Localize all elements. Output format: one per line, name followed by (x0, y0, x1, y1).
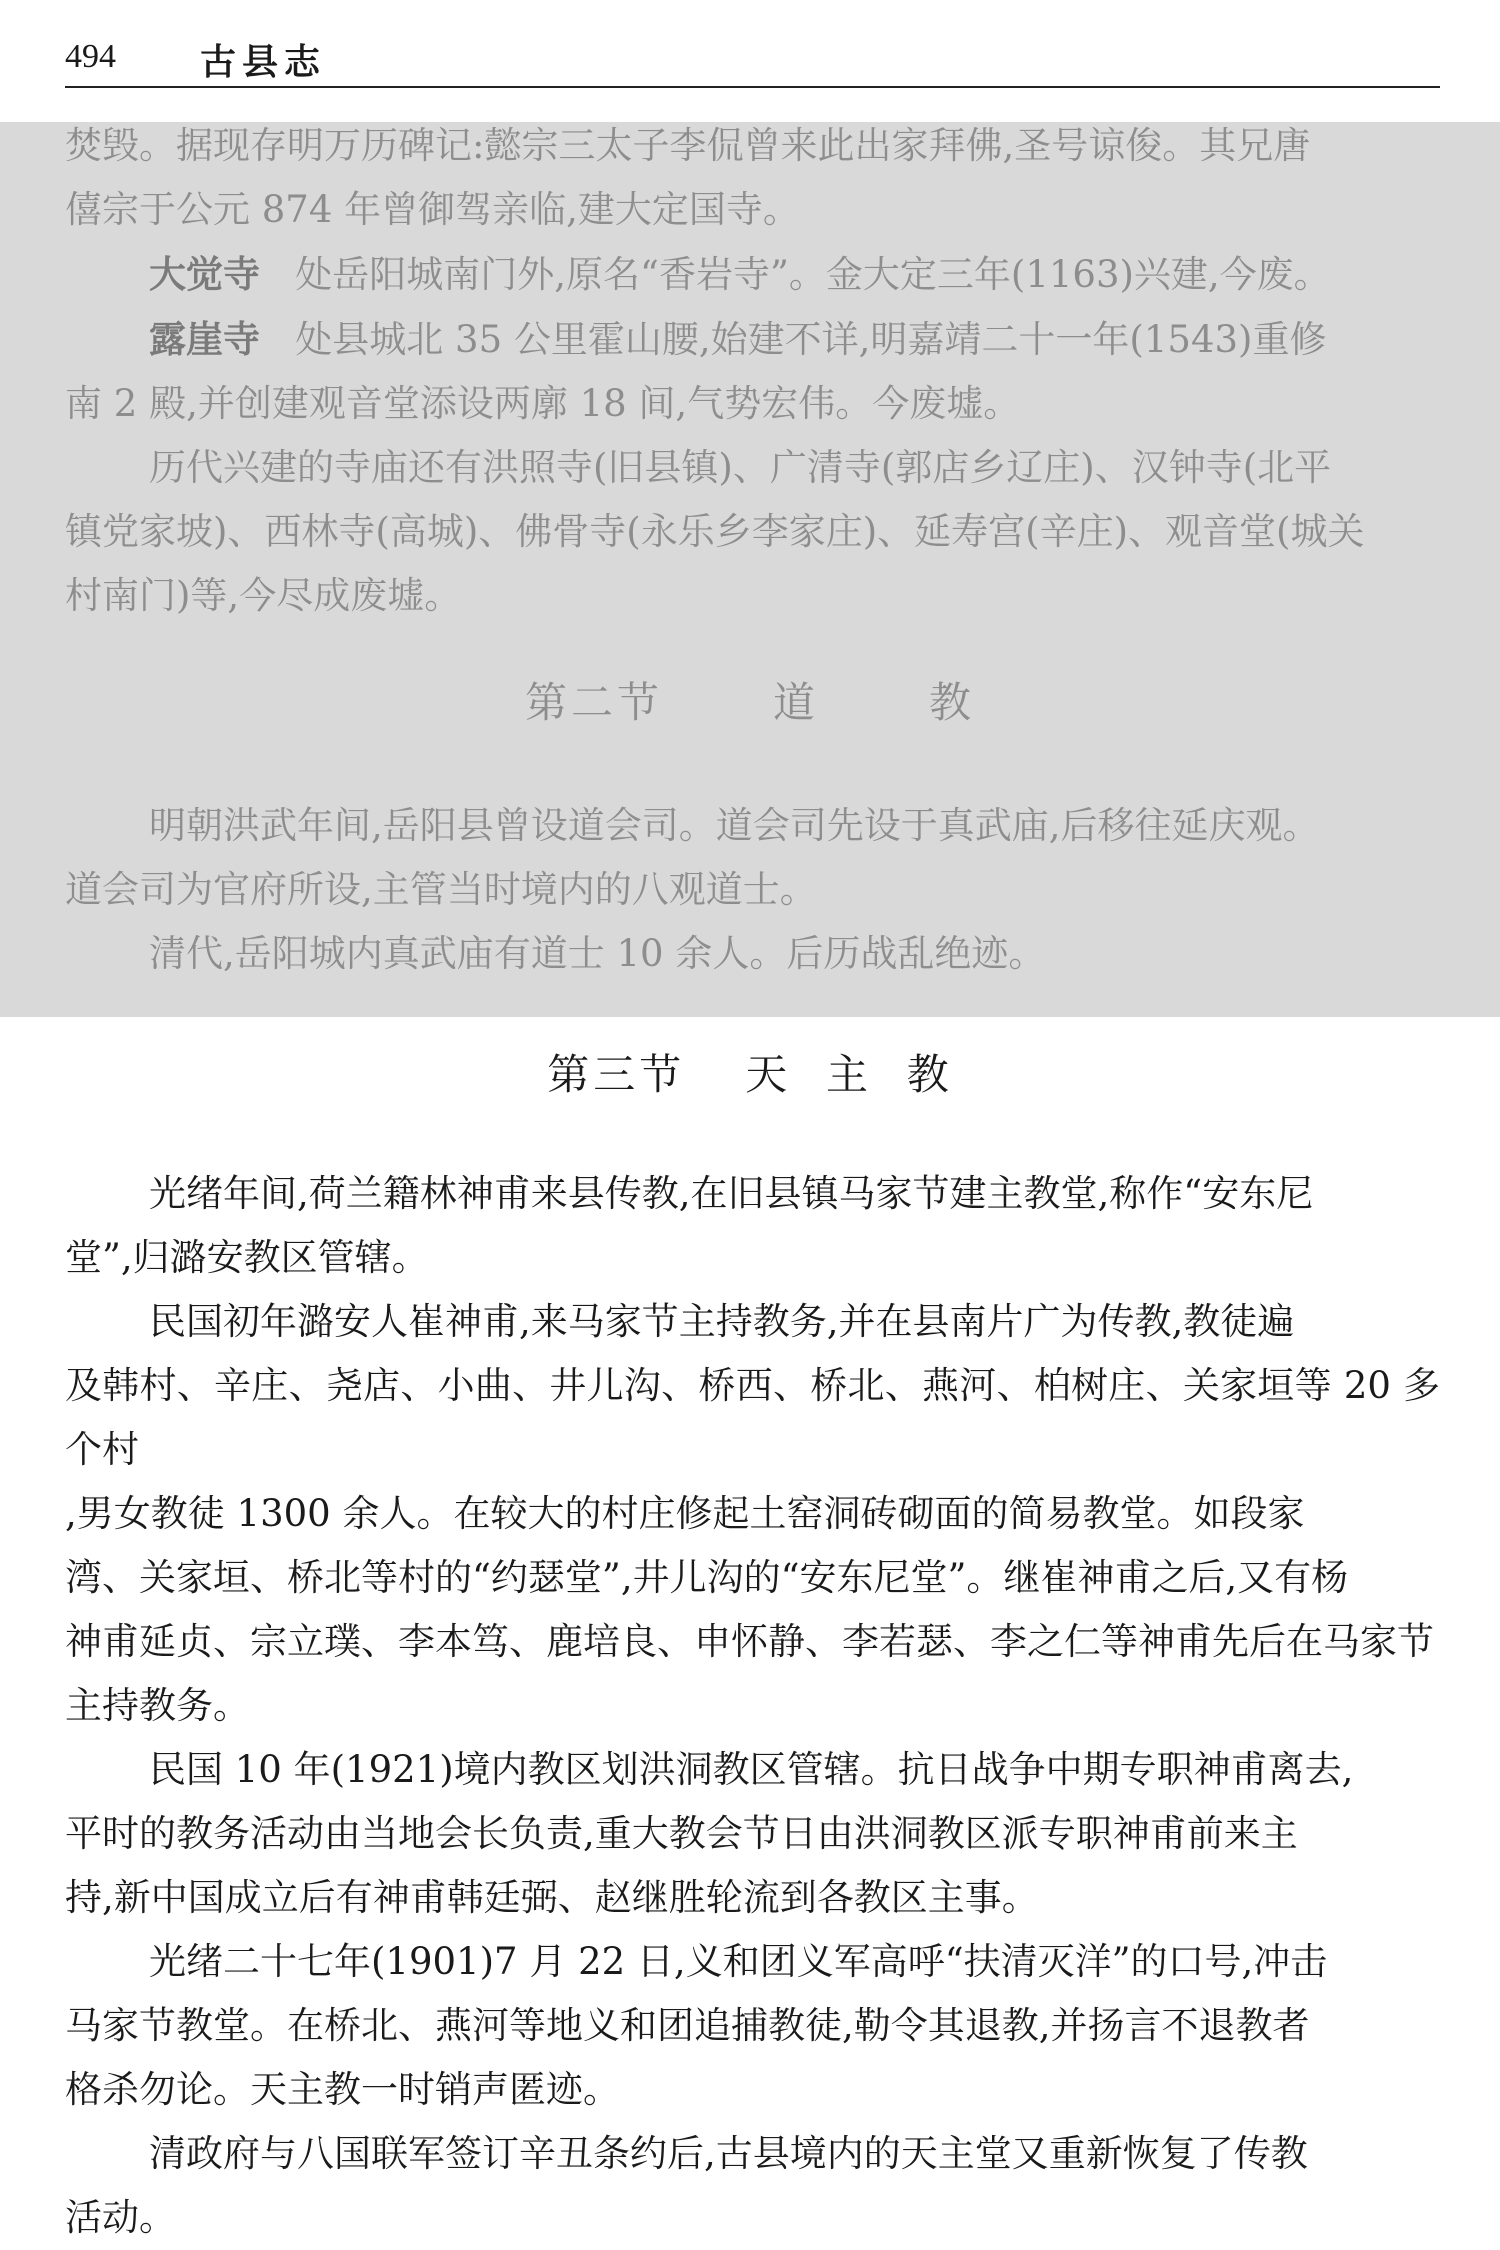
paragraph-line: 平时的教务活动由当地会长负责,重大教会节日由洪洞教区派专职神甫前来主 (65, 1812, 1298, 1855)
paragraph: 民国 10 年(1921)境内教区划洪洞教区管辖。抗日战争中期专职神甫离去, (149, 1748, 1354, 1791)
shaded-region (0, 122, 1500, 1017)
paragraph-line: 马家节教堂。在桥北、燕河等地义和团追捕教徒,勒令其退教,并扬言不退教者 (65, 2004, 1310, 2047)
page-header (65, 28, 1440, 88)
term-label: 大觉寺 (149, 252, 260, 296)
paragraph-line: 村南门)等,今尽成废墟。 (65, 574, 462, 617)
paragraph-line: 道会司为官府所设,主管当时境内的八观道士。 (65, 868, 817, 911)
paragraph-line: 镇党家坡)、西林寺(高城)、佛骨寺(永乐乡李家庄)、延寿宫(辛庄)、观音堂(城关 (65, 510, 1365, 553)
term-label: 露崖寺 (149, 317, 260, 361)
paragraph-dajue-temple: 大觉寺 处岳阳城南门外,原名“香岩寺”。金大定三年(1163)兴建,今废。 (149, 252, 1331, 296)
paragraph: 民国初年潞安人崔神甫,来马家节主持教务,并在县南片广为传教,教徒遍 (149, 1300, 1295, 1343)
book-title: 古县志 (200, 41, 327, 83)
buddhism-continued (65, 114, 1440, 628)
section-2-title: 第二节 道 教 (524, 678, 976, 727)
taoism-body (65, 794, 1440, 986)
section-3-title: 第三节 天 主 教 (547, 1050, 953, 1099)
catholicism-body (65, 1162, 1440, 2250)
paragraph: 光绪二十七年(1901)7 月 22 日,义和团义军高呼“扶清灭洋”的口号,冲击 (149, 1940, 1328, 1983)
paragraph: 光绪年间,荷兰籍林神甫来县传教,在旧县镇马家节建主教堂,称作“安东尼 (149, 1172, 1314, 1215)
paragraph: 焚毁。据现存明万历碑记:懿宗三太子李侃曾来此出家拜佛,圣号谅俊。其兄唐 僖宗于公元 874 年曾御驾亲临,建大定国寺。 (65, 124, 1311, 231)
paragraph-line: 南 2 殿,并创建观音堂添设两廓 18 间,气势宏伟。今废墟。 (65, 382, 1021, 425)
paragraph-line: 及韩村、辛庄、尧店、小曲、井儿沟、桥西、桥北、燕河、柏树庄、关家垣等 20 多个村 (65, 1364, 1440, 1471)
paragraph-line: 神甫延贞、宗立璞、李本笃、鹿培良、申怀静、李若瑟、李之仁等神甫先后在马家节 (65, 1620, 1434, 1663)
paragraph-line: 格杀勿论。天主教一时销声匿迹。 (65, 2068, 620, 2111)
paragraph-line: 堂”,归潞安教区管辖。 (65, 1236, 429, 1279)
paragraph-line: ,男女教徒 1300 余人。在较大的村庄修起土窑洞砖砌面的简易教堂。如段家 (65, 1492, 1305, 1535)
page-number: 494 (65, 38, 116, 75)
paragraph-luya-temple: 露崖寺 处县城北 35 公里霍山腰,始建不详,明嘉靖二十一年(1543)重修 (149, 317, 1327, 361)
paragraph-line: 活动。 (65, 2196, 176, 2239)
paragraph-line: 持,新中国成立后有神甫韩廷弼、赵继胜轮流到各教区主事。 (65, 1876, 1039, 1919)
paragraph-line: 主持教务。 (65, 1684, 250, 1727)
paragraph: 清政府与八国联军签订辛丑条约后,古县境内的天主堂又重新恢复了传教 (149, 2132, 1308, 2175)
paragraph: 明朝洪武年间,岳阳县曾设道会司。道会司先设于真武庙,后移往延庆观。 (149, 804, 1320, 847)
paragraph: 历代兴建的寺庙还有洪照寺(旧县镇)、广清寺(郭店乡辽庄)、汉钟寺(北平 (149, 446, 1332, 489)
paragraph-line: 湾、关家垣、桥北等村的“约瑟堂”,井儿沟的“安东尼堂”。继崔神甫之后,又有杨 (65, 1556, 1349, 1599)
paragraph: 清代,岳阳城内真武庙有道士 10 余人。后历战乱绝迹。 (149, 932, 1046, 975)
